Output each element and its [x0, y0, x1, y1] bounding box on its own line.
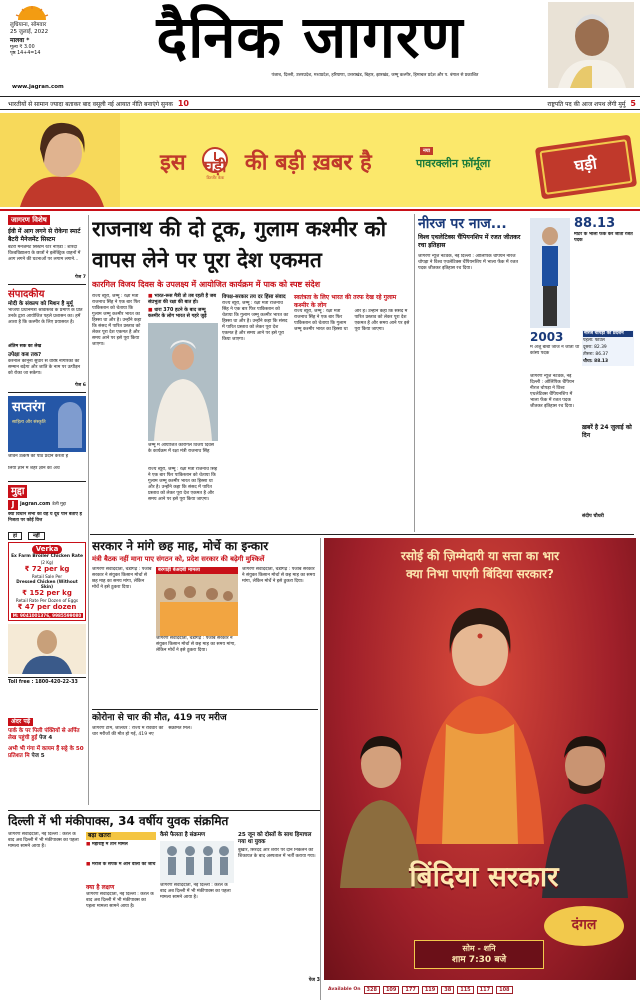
editorial-tag: संपादकीय: [8, 288, 45, 300]
special-headline[interactable]: ईवी में आग लगने से रोकेगा स्मार्ट बैटरी मैनेजमेंट सिस्टम: [8, 228, 81, 243]
neeraj-year: 2003: [530, 330, 564, 344]
verka-ad[interactable]: [8, 542, 86, 621]
website: www.jagran.com: [12, 84, 64, 90]
corona-headline[interactable]: कोरोना से चार की मौत, 419 नए मरीज: [92, 713, 227, 723]
channel-number: 119: [422, 986, 438, 994]
verka-price-2: ₹ 152 per kg: [22, 589, 72, 598]
lead-photo: [148, 323, 218, 441]
bottom-page: पेज 3: [308, 978, 320, 983]
jagran-toll-free[interactable]: Toll free : 1800-420-22-33: [8, 677, 86, 686]
neeraj-row-4: चौथा: 88.13: [583, 359, 609, 364]
neeraj-distance: 88.13: [574, 216, 616, 231]
editorial-body-2: करनाल कानूनी सुधार से वरिष्ठ नागरिकों का सम्मान बढ़ेगा और जाति के नाम पर उत्पीड़न को रोका जा सकेगा।: [8, 359, 81, 377]
ad-lead-actress: [406, 594, 554, 844]
bottom-mid-title[interactable]: कैसे फैलता है संक्रमण: [160, 832, 206, 838]
verka-price-3: ₹ 47 per dozen: [17, 603, 77, 612]
box1-title[interactable]: विपक्ष-सरकार तय दर हिंसा संवाद: [222, 294, 286, 300]
neeraj-row-2: दूसरा: 82.39: [583, 345, 607, 350]
verka-price-1: ₹ 72 per kg: [24, 564, 70, 573]
saptrang-sub: साहित्य और संस्कृति: [12, 420, 46, 426]
channel-number: 38: [441, 986, 454, 994]
neeraj-year-note: में अंजू बॉबी जार्ज ने जीता था कांस्य पदक: [530, 345, 580, 356]
ad-model-photo: [0, 113, 120, 207]
ad-available-on: Available On: [328, 987, 361, 993]
editorial-headline-1[interactable]: मोदी के संकल्प को मिशन है मूर्मू: [8, 300, 73, 307]
inside-item-1[interactable]: पार्क के पर पिली पंक्तियों से अर्पित लेख पहुंची हुईं पेज 4: [8, 728, 80, 741]
pages-line: पृष्ठ 14+4=14: [10, 51, 41, 56]
verka-logo: Verka: [32, 545, 63, 554]
price-line: मूल्य ₹ 3.00: [10, 45, 35, 50]
channel-number: 109: [383, 986, 399, 994]
neeraj-news-2[interactable]: ख़बरें है 24 जुलाई को दिन: [582, 424, 632, 439]
lead-story[interactable]: [92, 214, 412, 534]
bottom-box-1: ■ महाराष्ट्र में तीन मामले: [86, 842, 156, 862]
bottom-question: क्या है लक्षण: [86, 884, 115, 891]
editorial-body-1: भाजपा प्रधानमंत्री श्रीवास्तव के प्रमाण के प्रति उनके द्वारा आयोजित पहले प्रशासन का। हमें आशा है कि कश्मीर के लिए प्रयासरत है।: [8, 307, 83, 325]
ad-question-2: क्या निभा पाएगी बिंदिया सरकार?: [406, 567, 554, 581]
neeraj-photo: [530, 218, 570, 328]
bottom-mid-body: जागरण संवाददाता, नई दिल्ली : केरल के बाद अब दिल्ली में भी मंकीपाक्स का पहला मामला सामने आया है।: [160, 883, 231, 900]
neeraj-body: जागरण न्यूज नेटवर्क, नई दिल्ली : ओलिंपिक चैंपियन नीरज चोपड़ा ने विश्व एथलेटिक्स चैंपियनशिप में भाला फेंक में रजत पदक जीतकर इतिहास रच दिया।: [418, 254, 519, 271]
verka-weight: (2 Kg): [40, 559, 54, 565]
ad-product-pack: [535, 135, 637, 200]
saptrang-item-2[interactable]: लिया ज्ञान में शहर ज्ञान का अर्थ: [8, 466, 60, 472]
channel-number: 115: [457, 986, 473, 994]
ad-days: सोम - शनि: [462, 944, 496, 953]
bottom-mid-figure: [160, 841, 234, 883]
ad-show-title: बिंदिया सरकार: [409, 860, 559, 893]
ad-channel-name: दंगल: [571, 917, 597, 934]
neeraj-headline[interactable]: नीरज पर नाज...: [418, 216, 507, 232]
mudda-question: क्या विधान सभा को वह ये दूध पीने बताए है निजता पर कोई वित्त: [8, 512, 82, 524]
bottom-headline[interactable]: दिल्ली में भी मंकीपाक्स, 34 वर्षीय युवक संक्रमित: [8, 814, 229, 828]
bottom-right-title[interactable]: 25 जून को दोस्तों के साथ हिमाचल गया था युवक: [238, 832, 312, 845]
lead-body-cont: राज्य ब्यूरो, जम्मू : रक्षा मंत्री राजनाथ सिंह ने एक बार फिर पाकिस्तान को चेताया कि गुलाम जम्मू कश्मीर भारत का हिस्सा था और है। उन्होंने कहा कि संसद में पारित प्रस्ताव को लेकर पूरा देश एकमत है और समय आने पर इसे पूरा किया जाएगा।: [148, 467, 218, 502]
tagline: पंजाब, दिल्ली, उत्तरप्रदेश, मध्यप्रदेश, हरियाणा, उत्तराखंड, बिहार, झारखंड, जम्मू कश्मीर, हिमाचल प्रदेश और प. बंगाल से प्रकाशित: [271, 73, 479, 78]
second-body-2: जागरण संवाददाता, चंडीगढ़ : पंजाब सरकार ने संयुक्त किसान मोर्चा से छह माह का समय मांगा, लेकिन मोर्चे ने इसे ठुकरा दिया।: [156, 636, 236, 653]
ad-question-1: रसोई की ज़िम्मेदारी या सत्ता का भार: [400, 549, 560, 563]
neeraj-body-2: जागरण न्यूज नेटवर्क, नई दिल्ली : ओलिंपिक चैंपियन नीरज चोपड़ा ने विश्व एथलेटिक्स चैंपियनशिप में भाला फेंक में रजत पदक जीतकर इतिहास रच दिया।: [530, 374, 575, 409]
saptrang-box[interactable]: [8, 396, 86, 452]
ad-time: शाम 7:30 बजे: [451, 955, 507, 965]
channel-number: 328: [364, 986, 380, 994]
inside-tag: अंदर पढ़ें: [8, 718, 33, 726]
lead-quote-1: ■ भारत-रूस मैत्री तो तब रहती है जब संप्रभुता की रक्षा की बात हो।: [148, 294, 218, 306]
neeraj-row-1: पहला: फाउल: [583, 338, 605, 343]
second-body-3: जागरण संवाददाता, चंडीगढ़ : पंजाब सरकार ने संयुक्त किसान मोर्चा से छह माह का समय मांगा, लेकिन मोर्चे ने इसे ठुकरा दिया।: [242, 567, 316, 584]
channel-number: 117: [477, 986, 493, 994]
box1-body: राज्य ब्यूरो, जम्मू : रक्षा मंत्री राजनाथ सिंह ने एक बार फिर पाकिस्तान को चेताया कि गुलाम जम्मू कश्मीर भारत का हिस्सा था और है। उन्होंने कहा कि संसद में पारित प्रस्ताव को लेकर पूरा देश एकमत है और समय आने पर इसे पूरा किया जाएगा।: [222, 300, 289, 342]
lead-headline[interactable]: राजनाथ की दो टूक, गुलाम कश्मीर को वापस लेने पर पूरा देश एकमत: [92, 217, 387, 272]
second-subheadline: मंत्री बैठक नहीं माना पाए संगठन को, प्रदेश सरकार की बढ़ेगी मुश्किलें: [92, 555, 265, 563]
editorial-page-2: पेज 6: [75, 383, 86, 389]
top-ticker: [0, 96, 640, 110]
bottom-body: जागरण संवाददाता, नई दिल्ली : केरल के बाद अब दिल्ली में भी मंकीपाक्स का पहला मामला सामने आया है।: [8, 832, 79, 849]
corona-body: जागरण टीम, जालंधर : राज्य में रविवार को चार मरीजों की मौत हो गई, 419 नए संक्रमित मिले।: [92, 726, 192, 737]
city-date: लुधियाना, सोमवार: [10, 22, 47, 28]
editorial-headline-2[interactable]: उपेक्षा कब तक?: [8, 352, 42, 359]
ad-prefix: इस: [160, 150, 186, 176]
ticker-left-text[interactable]: भारतीयों से सामान ज्यादा बताकर बाद वसूली नई आयात नीति बनाएंगे सुनक: [8, 101, 173, 108]
channel-number: 108: [496, 986, 512, 994]
neeraj-year-box: [530, 330, 580, 370]
ad-channel-strip: [324, 980, 636, 1000]
verka-sub: Ex Farm Broiler Chicken Rate: [11, 554, 83, 560]
inside-box: [8, 718, 88, 808]
newspaper-title: दैनिक जागरण: [156, 3, 464, 71]
bindiya-sarkar-ad[interactable]: [324, 538, 636, 1000]
bottom-story[interactable]: [8, 813, 320, 999]
inside-item-1-page: पेज 4: [39, 735, 53, 741]
saptrang-figure: [58, 402, 82, 448]
edition-label: मालवा *: [10, 37, 30, 44]
special-tag: जागरण विशेष: [8, 215, 50, 225]
ad-pack-brand: घड़ी: [573, 153, 598, 176]
inside-item-2-page: पेज 5: [31, 753, 45, 759]
ad-channel-logo: [544, 906, 624, 946]
ad-schedule: [414, 940, 544, 969]
issue-date: 25 जुलाई, 2022: [10, 29, 49, 35]
inside-item-2[interactable]: अभी भी गंगा में कायम हैं सट्टे के 50 प्रतिशत मि पेज 5: [8, 746, 84, 759]
ad-brand-text: घड़ी: [204, 157, 227, 176]
bottom-body-2: जागरण संवाददाता, नई दिल्ली : केरल के बाद अब दिल्ली में भी मंकीपाक्स का पहला मामला सामने आया है।: [86, 892, 154, 909]
saptrang-tag: सप्तरंग: [12, 400, 45, 416]
bottom-right-body: बुखार, सिरदर्द और शरीर पर दाने निकलने की शिकायत के बाद अस्पताल में भर्ती कराया गया।: [238, 848, 316, 859]
second-headline[interactable]: सरकार ने मांगे छह माह, मोर्चे का इन्कार: [92, 539, 269, 553]
mudda-no[interactable]: नहीं: [28, 532, 45, 540]
jagran-j-logo: J: [8, 500, 18, 510]
lead-quote-2: ■ धारा 370 हटने के बाद जम्मू कश्मीर के लोग भारत से गहरे जुड़े: [148, 308, 218, 320]
ghadi-ad[interactable]: [0, 113, 640, 207]
masthead: [0, 0, 640, 112]
box2-title[interactable]: स्वतंत्रता के लिए भारत की तरफ देख रहे गुलाम कश्मीर के लोग: [294, 294, 397, 309]
neeraj-row-3: तीसरा: 86.37: [583, 352, 608, 357]
ad-placeholder: [8, 624, 86, 674]
ad-brand-sub: डिटर्जेंट केक: [206, 175, 225, 180]
ad-suffix: की बड़ी ख़बर है: [244, 150, 372, 176]
neeraj-byline: संदीप चौधरी: [582, 514, 604, 519]
neeraj-story[interactable]: [418, 214, 634, 532]
mudda-sub: डेली मुद्दा: [52, 502, 67, 508]
verka-phone[interactable]: M: 9041001376, 9985599080: [12, 613, 82, 619]
neeraj-subheadline: विश्व एथलेटिक्स चैंपियनशिप में रजत जीतकर रचा इतिहास: [418, 234, 521, 249]
neeraj-distance-box: [574, 216, 634, 296]
bottom-box-2: ■ मरीज के संपर्क में आने वालों की जांच: [86, 862, 156, 882]
second-photo: [156, 574, 238, 636]
special-body: बैटरी मैनेजमेंट सिस्टम रेटर नोएडा : शारदा विश्वविद्यालय के छात्रों ने इलेक्ट्रिक वाहनों में आग लगने की घटनाओं पर लगाम लगाने...: [8, 245, 81, 262]
mudda-tag: मुद्दा: [8, 485, 27, 498]
box2-body: राज्य ब्यूरो, जम्मू : रक्षा मंत्री राजनाथ सिंह ने एक बार फिर पाकिस्तान को चेताया कि गुलाम जम्मू कश्मीर भारत का हिस्सा था और है। उन्होंने कहा कि संसद में पारित प्रस्ताव को लेकर पूरा देश एकमत है और समय आने पर इसे पूरा किया जाएगा।: [294, 309, 410, 332]
special-page: पेज 7: [75, 275, 86, 280]
ad-brand-logo: [190, 143, 240, 183]
lead-body: राज्य ब्यूरो, जम्मू : रक्षा मंत्री राजनाथ सिंह ने एक बार फिर पाकिस्तान को चेताया कि गुलाम जम्मू कश्मीर भारत का हिस्सा था और है। उन्होंने कहा कि संसद में पारित प्रस्ताव को लेकर पूरा देश एकमत है और समय आने पर इसे पूरा किया जाएगा।: [92, 294, 142, 347]
lead-subheadline: कारगिल विजय दिवस के उपलक्ष्य में आयोजित कार्यक्रम में पाक को स्पष्ट संदेश: [92, 280, 321, 289]
second-photo-tag: बरगाड़ी बेअदबी मामला: [156, 567, 238, 574]
second-body: जागरण संवाददाता, चंडीगढ़ : पंजाब सरकार ने संयुक्त किसान मोर्चा से छह माह का समय मांगा, लेकिन मोर्चे ने इसे ठुकरा दिया।: [92, 567, 152, 590]
ticker-left-page: 10: [177, 99, 189, 108]
ad-formula: पावरक्लीन फ़ॉर्मूला: [416, 157, 491, 170]
verka-retail-2: Retail Rate Per Dozen of Eggs: [15, 598, 79, 604]
jagran-sun-logo: [14, 6, 50, 20]
neeraj-table: [582, 330, 634, 366]
verka-retail-1: Retail Sale Per: [31, 573, 63, 579]
ticker-right-page: 5: [630, 99, 636, 108]
saptrang-item-1[interactable]: जीवन उत्कर्ष की पाठ प्रदान करता है: [8, 454, 69, 460]
lead-photo-caption: जम्मू में आयोजित कारगिल विजय दिवस के कार्यक्रम में रक्षा मंत्री राजनाथ सिंह: [148, 443, 214, 454]
second-story[interactable]: [92, 538, 318, 808]
mudda-site: jagran.com: [20, 502, 51, 508]
bottom-box-tag: बढ़ा खतरा: [86, 832, 156, 840]
mudda-yes[interactable]: हां: [8, 532, 22, 540]
ad-new-tag: नया: [420, 147, 433, 155]
neeraj-table-title: नीरज चोपड़ा का प्रदर्शन: [583, 331, 633, 337]
neeraj-distance-note: मीटर के भाला फेंक कर जीता रजत पदक: [574, 232, 633, 244]
president-photo: [548, 2, 634, 88]
channel-number: 177: [402, 986, 418, 994]
verka-dressed: Dressed Chicken (Without Skin): [16, 578, 78, 590]
editorial-page-1: अंतिम सक का लेख: [8, 343, 42, 349]
ticker-right-text[interactable]: राष्ट्रपति पद की आज शपथ लेंगी मुर्मु: [547, 101, 626, 108]
